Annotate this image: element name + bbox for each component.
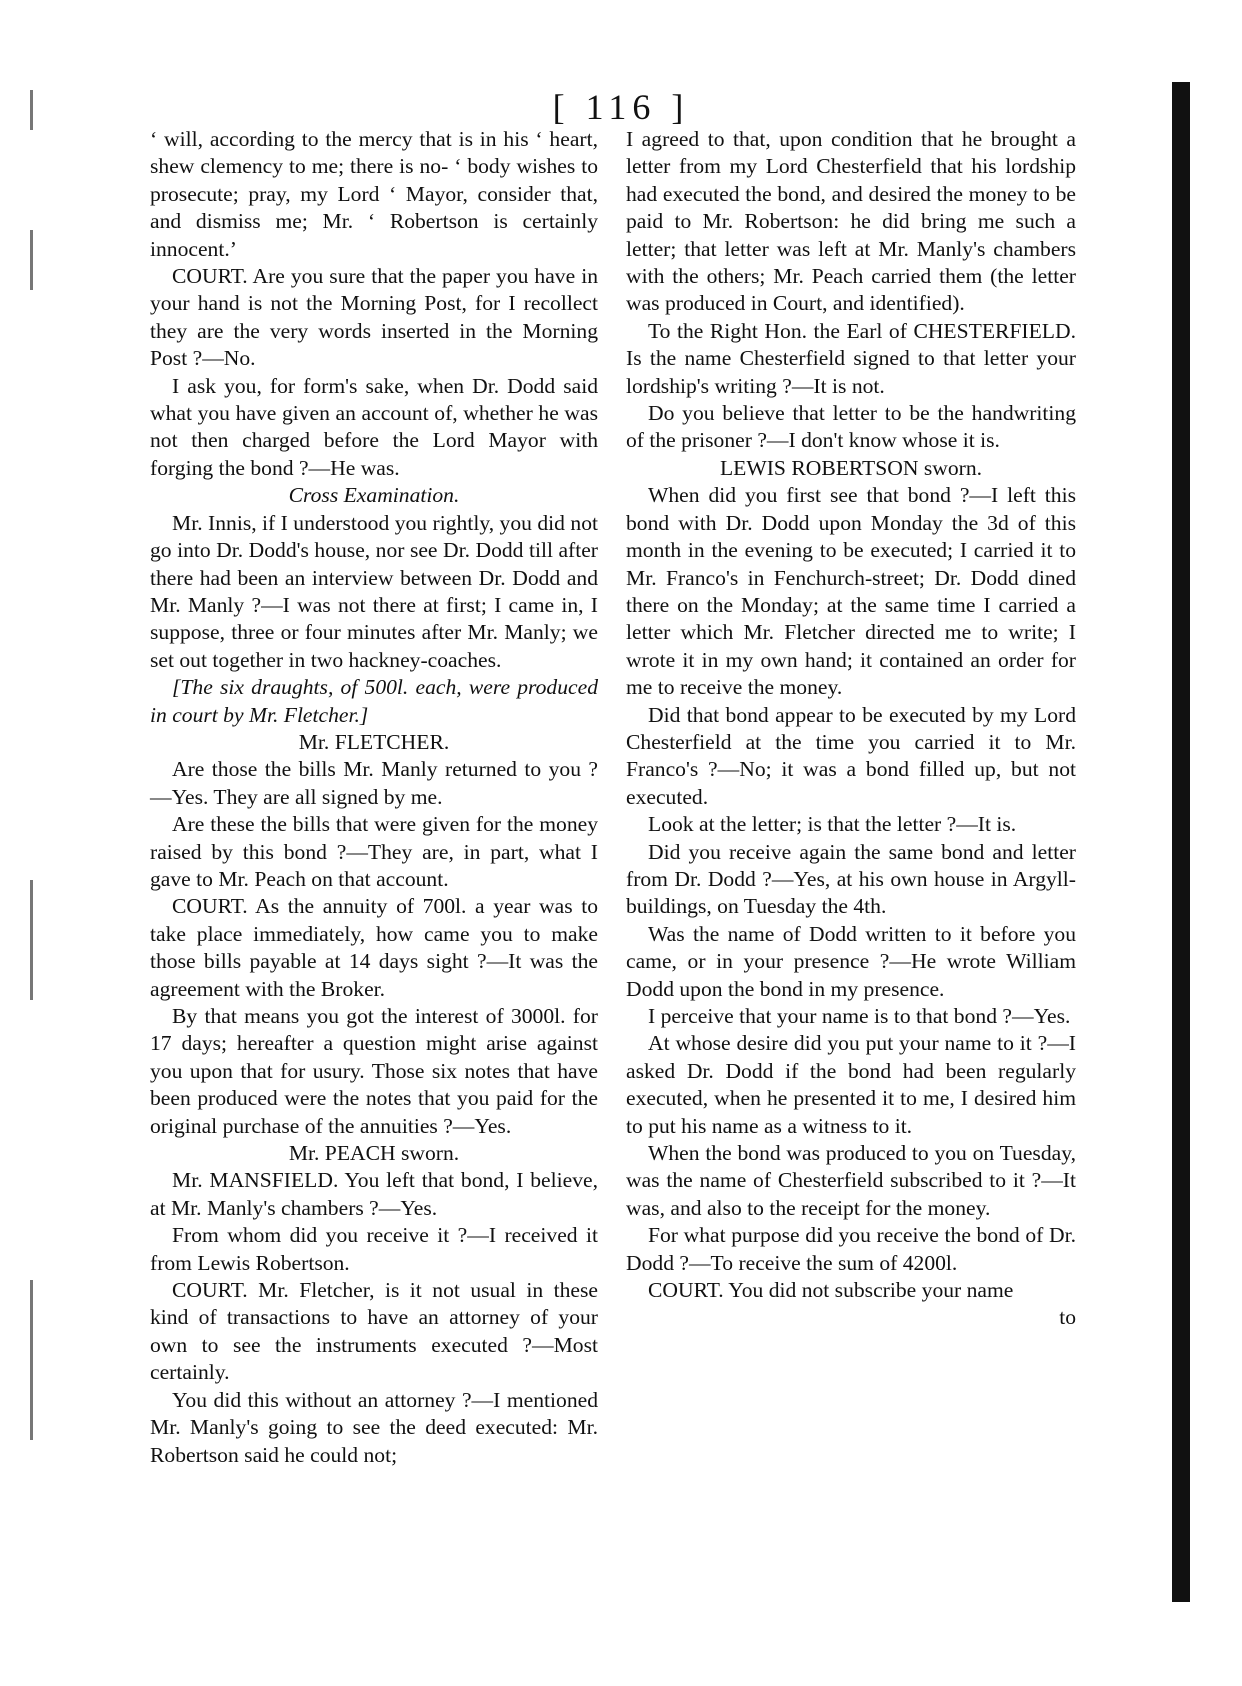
- paragraph: COURT. Mr. Fletcher, is it not usual in these kind of transactions to have an attorney of your own to see the instruments executed ?—Most certainly.: [150, 1278, 598, 1385]
- margin-scan-mark: [30, 1280, 33, 1440]
- paragraph: When did you first see that bond ?—I left this bond with Dr. Dodd upon Monday the 3d of this month in the evening to be executed; I carried it to Mr. Franco's in Fenchurch-street; Dr. Dodd dined there on the Monday; at the same time I carried a letter which Mr. Fletcher directed me to write; I wrote it in my own hand; it contained an order for me to receive the money.: [626, 483, 1076, 700]
- paragraph: To the Right Hon. the Earl of CHESTERFIELD. Is the name Chesterfield signed to that letter your lordship's writing ?—It is not.: [626, 318, 1076, 398]
- right-column: [626, 126, 1076, 1332]
- paragraph: Are those the bills Mr. Manly returned to you ?—Yes. They are all signed by me.: [150, 757, 598, 809]
- paragraph: Did you receive again the same bond and letter from Dr. Dodd ?—Yes, at his own house in Argyll-buildings, on Tuesday the 4th.: [626, 839, 1076, 919]
- bracketed-note: [The six draughts, of 500l. each, were produced in court by Mr. Fletcher.]: [150, 675, 598, 727]
- paragraph: When the bond was produced to you on Tuesday, was the name of Chesterfield subscribed to it ?—It was, and also to the receipt for the money.: [626, 1141, 1076, 1220]
- speaker-heading: Mr. FLETCHER.: [298, 729, 450, 754]
- section-heading: Cross Examination.: [288, 483, 460, 508]
- paragraph: At whose desire did you put your name to it ?—I asked Dr. Dodd if the bond had been regularly executed, when he presented it to me, I desired him to put his name as a witness to it.: [626, 1031, 1076, 1138]
- paragraph: COURT. As the annuity of 700l. a year was to take place immediately, how came you to make those bills payable at 14 days sight ?—It was the agreement with the Broker.: [150, 894, 598, 1001]
- paragraph: COURT. You did not subscribe your name: [648, 1278, 1014, 1303]
- paragraph: Are these the bills that were given for the money raised by this bond ?—They are, in part, what I gave to Mr. Peach on that account.: [150, 812, 598, 891]
- paragraph: You did this without an attorney ?—I mentioned Mr. Manly's going to see the deed executed: Mr. Robertson said he could not;: [150, 1387, 598, 1467]
- paragraph: Was the name of Dodd written to it before you came, or in your presence ?—He wrote William Dodd upon the bond in my presence.: [626, 921, 1076, 1001]
- paragraph: Look at the letter; is that the letter ?—It is.: [648, 812, 1017, 837]
- paragraph: Do you believe that letter to be the handwriting of the prisoner ?—I don't know whose it is.: [626, 401, 1076, 453]
- paragraph: Did that bond appear to be executed by my Lord Chesterfield at the time you carried it to Mr. Franco's ?—No; it was a bond filled up, but not executed.: [626, 702, 1076, 809]
- paragraph: I agreed to that, upon condition that he brought a letter from my Lord Chesterfield that his lordship had executed the bond, and desired the money to be paid to Mr. Robertson: he did bring me such a letter; that letter was left at Mr. Manly's chambers with the others; Mr. Peach carried them (the letter was produced in Court, and identified).: [626, 127, 1076, 316]
- quoted-statement: ‘ will, according to the mercy that is in his ‘ heart, shew clemency to me; there is no- ‘ body wishes to prosecute; pray, my Lord ‘ Mayor, consider that, and dismiss me; Mr. ‘ Robertson is certainly innocent.’: [150, 127, 598, 261]
- margin-scan-mark: [30, 880, 33, 1000]
- speaker-heading: Mr. PEACH sworn.: [288, 1141, 460, 1166]
- paragraph: I perceive that your name is to that bond ?—Yes.: [648, 1004, 1071, 1028]
- paragraph: For what purpose did you receive the bond of Dr. Dodd ?—To receive the sum of 4200l.: [626, 1223, 1076, 1275]
- speaker-heading: LEWIS ROBERTSON sworn.: [719, 455, 983, 480]
- margin-scan-mark: [30, 90, 33, 130]
- catchword: to: [1059, 1305, 1076, 1330]
- page-number: [ 116 ]: [552, 87, 690, 127]
- paragraph: COURT. Are you sure that the paper you have in your hand is not the Morning Post, for I recollect they are the very words inserted in the Morning Post ?—No.: [150, 264, 598, 371]
- left-column: [150, 126, 598, 1469]
- paragraph: I ask you, for form's sake, when Dr. Dodd said what you have given an account of, whether he was not then charged before the Lord Mayor with forging the bond ?—He was.: [150, 373, 598, 480]
- paragraph: By that means you got the interest of 3000l. for 17 days; hereafter a question might arise against you upon that for usury. Those six notes that have been produced were the notes that you paid for the original purchase of the annuities ?—Yes.: [150, 1004, 598, 1138]
- binding-shadow: [1172, 82, 1190, 1602]
- paragraph: Mr. Innis, if I understood you rightly, you did not go into Dr. Dodd's house, nor see Dr. Dodd till after there had been an interview between Dr. Dodd and Mr. Manly ?—I was not there at first; I came in, I suppose, three or four minutes after Mr. Manly; we set out together in two hackney-coaches.: [150, 510, 598, 672]
- margin-scan-mark: [30, 230, 33, 290]
- paragraph: From whom did you receive it ?—I received it from Lewis Robertson.: [150, 1223, 598, 1275]
- paragraph: Mr. MANSFIELD. You left that bond, I believe, at Mr. Manly's chambers ?—Yes.: [150, 1168, 598, 1220]
